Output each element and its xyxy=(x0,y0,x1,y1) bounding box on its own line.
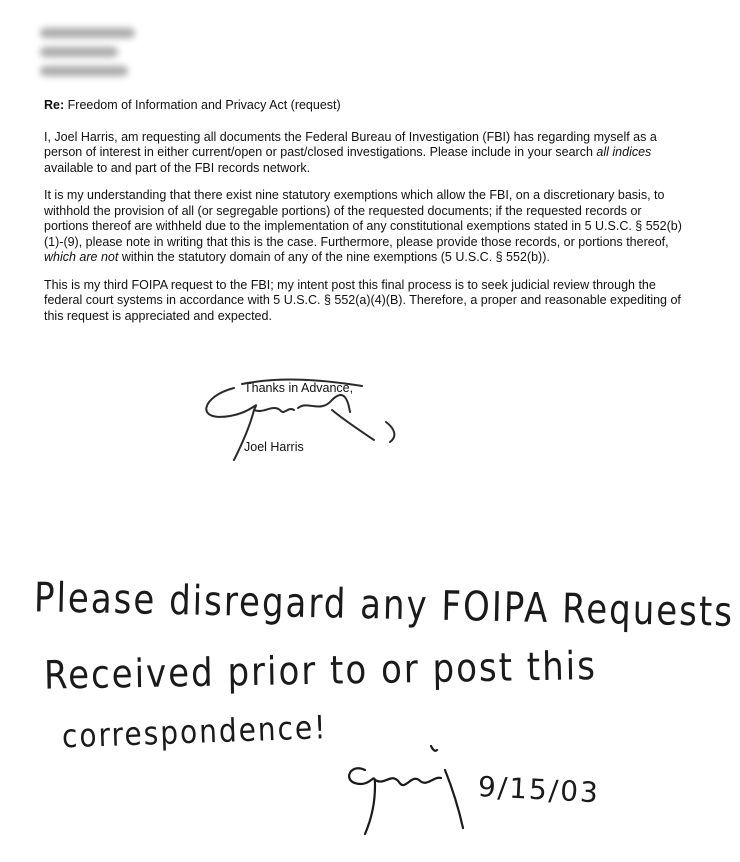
redacted-line xyxy=(40,28,135,38)
paragraph-1 xyxy=(44,130,684,177)
handwritten-note xyxy=(0,560,740,862)
letter-body xyxy=(44,98,684,336)
subject-label: Re: xyxy=(44,98,65,112)
handwritten-line-1: Please disregard any FOIPA Requests xyxy=(33,574,735,637)
handwritten-line-2: Received prior to or post this xyxy=(43,643,598,699)
handwritten-date: 9/15/03 xyxy=(477,770,601,810)
subject-text: Freedom of Information and Privacy Act (request) xyxy=(67,98,341,112)
redacted-address-block xyxy=(40,28,170,90)
paragraph-1-text-b: available to and part of the FBI records network. xyxy=(44,160,311,175)
signature-name: Joel Harris xyxy=(244,440,304,454)
signature-scribble xyxy=(194,370,414,470)
redacted-line xyxy=(40,66,128,76)
closing-text: Thanks in Advance, xyxy=(244,381,354,395)
handwritten-line-3: correspondence! xyxy=(61,708,329,756)
paragraph-3: This is my third FOIPA request to the FBI; my intent post this final process is to seek judicial review through the federal court systems in accordance with 5 U.S.C. § 552(a)(4)(B). Therefore, a proper and reasonable expediting of this request is appreciated and expected. xyxy=(44,277,681,323)
handwritten-signature xyxy=(335,740,485,840)
paragraph-2-text-a: It is my understanding that there exist nine statutory exemptions which allow the FBI, on a discretionary basis, to withhold the provision of all (or segregable portions) of the requested documents; if the requested records or portions thereof are withheld due to the implementation of any constitutional exemptions stated in 5 U.S.C. § 552(b)(1)-(9), please note in writing that this is the case. Furthermore, please provide those records, or portions thereof, xyxy=(44,188,682,249)
subject-line xyxy=(44,98,684,114)
redacted-line xyxy=(40,47,118,57)
paragraph-2-text-b: within the statutory domain of any of the nine exemptions (5 U.S.C. § 552(b)). xyxy=(118,250,550,264)
paragraph-2 xyxy=(44,188,684,266)
paragraph-1-text-a: I, Joel Harris, am requesting all documents the Federal Bureau of Investigation (FBI) has regarding myself as a person of interest in either current/open or past/closed investigations. Please include in your search xyxy=(44,129,657,159)
paragraph-1-emphasis: all indices xyxy=(596,145,652,159)
paragraph-2-emphasis: which are not xyxy=(44,250,119,264)
